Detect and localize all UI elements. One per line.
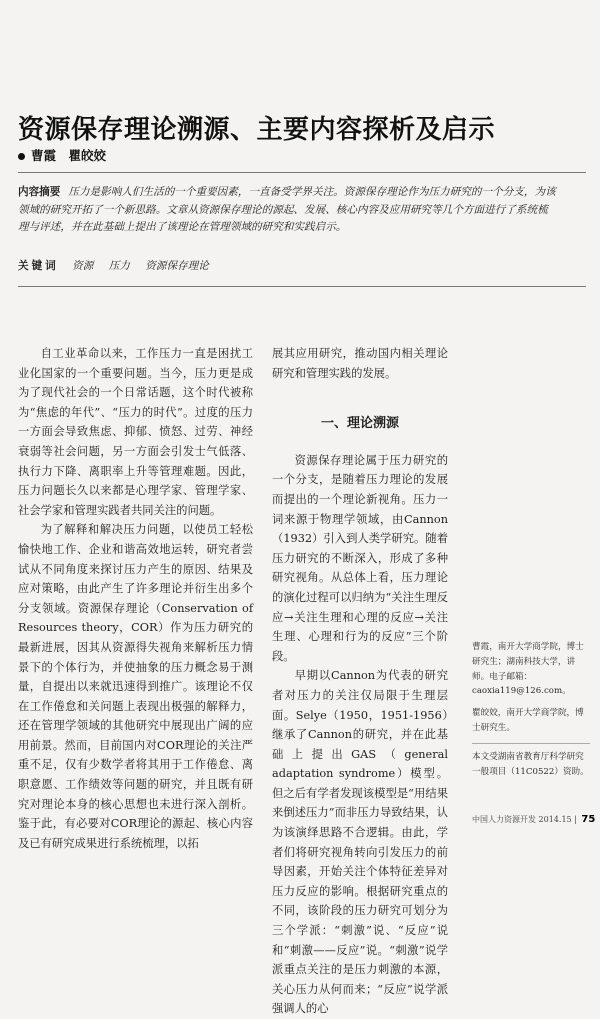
keyword: 压力 (108, 260, 130, 272)
keyword: 资源 (72, 260, 94, 272)
body-paragraph: 资源保存理论属于压力研究的一个分支，是随着压力理论的发展而提出的一个理论新视角。压力一词来源于物理学领域，由Cannon（1932）引入到人类学研究。随着压力研究的不断深入，形成了多种研究视角。从总体上看，压力理论的演化过程可以归纳为“关注生理反应→关注生理和心理的反应→关注生理、心理和行为的反应”三个阶段。 (272, 453, 448, 663)
abstract-block (18, 184, 558, 237)
body-paragraph: 展其应用研究，推动国内相关理论研究和管理实践的发展。 (272, 347, 448, 380)
body-paragraph: 自工业革命以来，工作压力一直是困扰工业化国家的一个重要问题。当今，压力更是成为了现代社会的一个日常话题，这个时代被称为“焦虑的年代”、“压力的时代”。过度的压力一方面会导致焦虑、抑郁、愤怒、过劳、神经衰弱等社会问题，另一方面会引发士气低落、执行力下降、离职率上升等管理难题。因此，压力问题长久以来都是心理学家、管理学家、社会学家和管理实践者共同关注的问题。 (18, 347, 253, 517)
body-paragraph: 早期以Cannon为代表的研究者对压力的关注仅局限于生理层面。Selye（1950，1951-1956）继承了Cannon的研究，并在此基础上提出GAS（general adaptation syndrome）模型。但之后有学者发现该模型是“用结果来倒述压力”而非压力导致结果，认为该演绎思路不合逻辑。由此，学者们将研究视角转向引发压力的前导因素，开始关注个体特征差异对压力反应的影响。根据研究重点的不同，该阶段的压力研究可划分为三个学派：“刺激”说、“反应”说和“刺激——反应”说。“刺激”说学派重点关注的是压力刺激的本源，关心压力从何而来；“反应”说学派强调人的心 (272, 669, 448, 1016)
journal-name: 中国人力资源开发 2014.15 (472, 815, 572, 824)
author-names: 曹霞 瞿皎姣 (31, 148, 107, 163)
author-line (18, 146, 106, 164)
article-title: 资源保存理论溯源、主要内容探析及启示 (18, 115, 496, 145)
keyword: 资源保存理论 (145, 260, 209, 272)
abstract-label: 内容摘要 (18, 186, 61, 198)
abstract-text: 压力是影响人们生活的一个重要因素，一直备受学界关注。资源保存理论作为压力研究的一个分支，为该领域的研究开拓了一个新思路。文章从资源保存理论的源起、发展、核心内容及应用研究等几个方面进行了系统梳理与评述，并在此基础上提出了该理论在管理领域的研究和实践启示。 (18, 186, 556, 233)
page-footer: 中国人力资源开发 2014.15 | 75 (472, 814, 596, 825)
author-note: 曹霞，南开大学商学院，博士研究生；湖南科技大学，讲师。电子邮箱：caoxia119@126.com。 (472, 642, 584, 697)
keywords-block (18, 258, 221, 273)
author-note: 瞿皎姣，南开大学商学院，博士研究生。 (472, 708, 584, 733)
body-left-column (18, 344, 253, 853)
body-right-column (272, 344, 448, 1019)
bullet-icon (18, 153, 25, 160)
section-heading: 一、理论溯源 (320, 416, 399, 432)
keywords-label: 关键词 (18, 260, 59, 272)
header-divider (18, 172, 586, 173)
body-paragraph: 为了解释和解决压力问题，以使员工轻松愉快地工作、企业和谐高效地运转，研究者尝试从不同角度来探讨压力产生的原因、结果及应对策略，由此产生了许多理论并衍生出多个分支领域。资源保存理论（Conservation of Resources theory，COR）作为压力研究的最新进展，因其从资源得失视角来解析压力情景下的个体行为，并使抽象的压力概念易于测量，自提出以来就迅速得到推广。该理论不仅在工作倦怠和关问题上表现出极强的解释力，还在管理学领域的其他研究中展现出广阔的应用前景。然而，目前国内对COR理论的关注严重不足，仅有少数学者将其用于工作倦怠、离职意愿、工作绩效等问题的研究，并且既有研究对理论本身的核心思想也未进行深入剖析。鉴于此，有必要对COR理论的源起、核心内容及已有研究成果进行系统梳理，以拓 (18, 523, 253, 850)
author-notes (472, 640, 590, 786)
note-divider (472, 743, 590, 744)
page-number: 75 (581, 814, 596, 825)
funding-note: 本文受湖南省教育厅科学研究一般项目（11C0522）资助。 (472, 751, 589, 777)
abstract-divider (18, 286, 586, 287)
